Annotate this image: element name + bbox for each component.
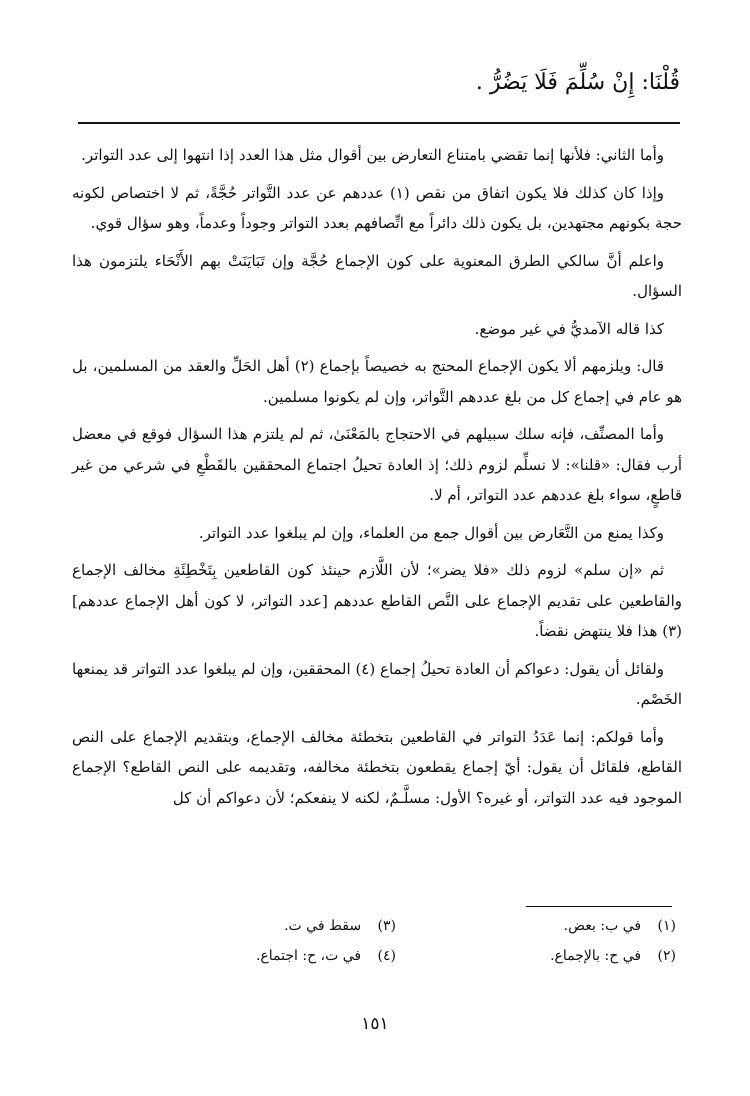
paragraph: وأما المصنِّف، فإنه سلك سبيلهم في الاحتجاج بالمَعْنَىٰ، ثم لم يلتزم هذا السؤال فوقع في معضل أرب فقال: «قلنا»: لا نسلِّم لزوم ذلك؛ إذ العادة تحيلُ اجتماع المحققين بالقَطْعِ في شرعي من غير قاطعٍ، سواء بلغ عددهم عدد التواتر، أم لا. xyxy=(72,425,682,504)
footnote-4 xyxy=(256,948,396,964)
header-rule xyxy=(78,122,680,124)
footnote-number: (٣) xyxy=(377,918,396,934)
footnote-text: في ت، ح: اجتماع. xyxy=(255,948,362,964)
footnote-number: (٢) xyxy=(657,948,676,964)
paragraph: وكذا يمنع من التَّعَارض بين أقوال جمع من العلماء، وإن لم يبلغوا عدد التواتر. xyxy=(198,523,664,542)
footnote-rule xyxy=(526,906,672,907)
footnote-number: (٤) xyxy=(377,948,396,964)
paragraph: ولقائل أن يقول: دعواكم أن العادة تحيلُ إجماع (٤) المحققين، وإن لم يبلغوا عدد التواتر قد يمنعها الخَصْم. xyxy=(72,659,682,708)
footnote-number: (١) xyxy=(657,918,676,934)
footnote-text: في ح: بالإجماع. xyxy=(550,948,642,964)
paragraph: واعلم أنَّ سالكي الطرق المعنوية على كون الإجماع حُجَّة وإن تَبَايَنَتْ بهم الأَنْحَاء يلتزمون هذا السؤال. xyxy=(72,251,682,300)
paragraph: كذا قاله الآمديُّ في غير موضع. xyxy=(474,319,664,338)
paragraph: وأما قولكم: إنما عَدَدُ التواتر في القاطعين بتخطئة مخالف الإجماع، وبتقديم الإجماع على النص القاطع، فلقائل أن يقول: أيّ إجماع يقطعون بتخطئة مخالفه، وتقديمه على النص القاطع؟ الإجماع الموجود فيه عدد التواتر، أو غيره؟ الأول: مسلَّـمٌ، لكنه لا ينفعكم؛ لأن دعواكم أن كل xyxy=(72,727,682,807)
paragraph: قال: ويلزمهم ألا يكون الإجماع المحتج به خصيصاً بإجماع (٢) أهل الحَلِّ والعقد من المسلمين، بل هو عام في إجماع كل من بلغ عددهم التَّواتر، وإن لم يكونوا مسلمين. xyxy=(72,357,682,406)
page-number: ١٥١ xyxy=(361,1014,389,1034)
paragraph: وإذا كان كذلك فلا يكون اتفاق من نقص (١) عددهم عن عدد التَّواتر حُجَّةً، ثم لا اختصاص لكونه حجة بكونهم مجتهدين، بل يكون ذلك دائراً مع اتِّصافهم بعدد التواتر وجوداً وعدماً، وهو سؤال قوي. xyxy=(72,183,682,232)
main-text xyxy=(72,140,682,820)
footnote-3 xyxy=(284,918,396,934)
footnote-2 xyxy=(550,948,676,964)
footnote-text: في ب: بعض. xyxy=(563,918,642,934)
running-header: قُلْنَا: إِنْ سُلِّمَ فَلَا يَضُرُّ . xyxy=(475,70,680,95)
paragraph: وأما الثاني: فلأنها إنما تقضي بامتناع التعارض بين أقوال مثل هذا العدد إذا انتهوا إلى عدد التواتر. xyxy=(81,146,664,164)
footnote-1 xyxy=(564,918,676,934)
footnote-text: سقط في ت. xyxy=(284,918,362,934)
paragraph: ثم «إن سلم» لزوم ذلك «فلا يضر»؛ لأن اللَّازم حينئذ كون القاطعين بِتَخْطِئَةِ مخالف الإجماع والقاطعين على تقديم الإجماع على النَّص القاطع عددهم [عدد التواتر، لا كون أهل الإجماع عددهم] (٣) هذا فلا ينتهض نقضاً. xyxy=(72,561,682,640)
